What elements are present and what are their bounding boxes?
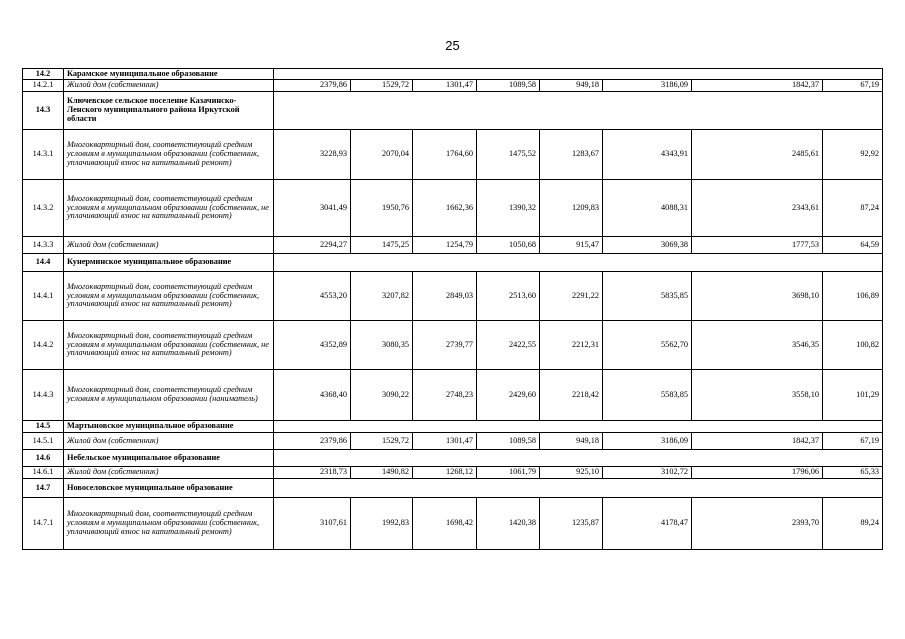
value-cell: 92,92 — [823, 130, 883, 180]
value-cell: 1301,47 — [413, 80, 477, 92]
row-code: 14.7 — [23, 479, 64, 498]
value-cell: 101,29 — [823, 370, 883, 421]
value-cell: 1089,58 — [477, 80, 540, 92]
value-cell: 915,47 — [540, 237, 603, 254]
value-cell: 3228,93 — [274, 130, 351, 180]
row-code: 14.3.2 — [23, 180, 64, 237]
value-cell: 3558,10 — [692, 370, 823, 421]
value-cell: 1283,67 — [540, 130, 603, 180]
value-cell: 100,82 — [823, 321, 883, 370]
row-code: 14.3.1 — [23, 130, 64, 180]
value-cell: 1475,52 — [477, 130, 540, 180]
value-cell: 1420,38 — [477, 498, 540, 550]
value-cell: 2379,86 — [274, 433, 351, 450]
value-cell: 2739,77 — [413, 321, 477, 370]
tariff-table — [22, 68, 883, 550]
section-row — [23, 254, 883, 272]
value-cell: 4178,47 — [603, 498, 692, 550]
value-cell: 1209,83 — [540, 180, 603, 237]
data-row — [23, 370, 883, 421]
value-cell: 1235,87 — [540, 498, 603, 550]
data-row — [23, 272, 883, 321]
value-cell: 1950,76 — [351, 180, 413, 237]
value-cell: 65,33 — [823, 467, 883, 479]
row-description: Многоквартирный дом, соответствующий средним условиям в муниципальном образовании (собственник, уплачивающий взнос на капитальный ремонт) — [64, 130, 274, 180]
value-cell: 2748,23 — [413, 370, 477, 421]
value-cell: 2393,70 — [692, 498, 823, 550]
row-code: 14.5 — [23, 421, 64, 433]
value-cell: 2291,22 — [540, 272, 603, 321]
value-cell: 67,19 — [823, 433, 883, 450]
value-cell: 949,18 — [540, 433, 603, 450]
section-title: Ключевское сельское поселение Казачинско-Ленского муниципального района Иркутской области — [64, 92, 274, 130]
data-row — [23, 321, 883, 370]
value-cell: 1490,82 — [351, 467, 413, 479]
value-cell: 4368,40 — [274, 370, 351, 421]
value-cell: 1842,37 — [692, 80, 823, 92]
value-cell: 1254,79 — [413, 237, 477, 254]
data-row — [23, 498, 883, 550]
value-cell: 1529,72 — [351, 433, 413, 450]
section-row — [23, 92, 883, 130]
value-cell: 2294,27 — [274, 237, 351, 254]
value-cell: 5835,85 — [603, 272, 692, 321]
data-row — [23, 467, 883, 479]
value-cell: 1475,25 — [351, 237, 413, 254]
value-cell: 3107,61 — [274, 498, 351, 550]
value-cell: 67,19 — [823, 80, 883, 92]
row-code: 14.6 — [23, 450, 64, 467]
value-cell: 87,24 — [823, 180, 883, 237]
row-code: 14.4.3 — [23, 370, 64, 421]
row-description: Многоквартирный дом, соответствующий средним условиям в муниципальном образовании (собственник, уплачивающий взнос на капитальный ремонт) — [64, 272, 274, 321]
value-cell: 2422,55 — [477, 321, 540, 370]
value-cell: 1061,79 — [477, 467, 540, 479]
value-cell: 3041,49 — [274, 180, 351, 237]
value-cell: 2343,61 — [692, 180, 823, 237]
row-code: 14.5.1 — [23, 433, 64, 450]
row-code: 14.4.1 — [23, 272, 64, 321]
value-cell: 106,89 — [823, 272, 883, 321]
row-description: Жилой дом (собственник) — [64, 467, 274, 479]
value-cell: 3546,35 — [692, 321, 823, 370]
section-empty-cells — [274, 479, 883, 498]
row-code: 14.4.2 — [23, 321, 64, 370]
page-number: 25 — [445, 38, 460, 53]
value-cell: 2429,60 — [477, 370, 540, 421]
value-cell: 3186,09 — [603, 433, 692, 450]
value-cell: 1796,06 — [692, 467, 823, 479]
value-cell: 4553,20 — [274, 272, 351, 321]
value-cell: 1698,42 — [413, 498, 477, 550]
section-title: Кунерминское муниципальное образование — [64, 254, 274, 272]
value-cell: 2379,86 — [274, 80, 351, 92]
value-cell: 4088,31 — [603, 180, 692, 237]
section-row — [23, 421, 883, 433]
row-description: Многоквартирный дом, соответствующий средним условиям в муниципальном образовании (собственник, не уплачивающий взнос на капитальный ремонт) — [64, 180, 274, 237]
row-code: 14.2.1 — [23, 80, 64, 92]
data-row — [23, 80, 883, 92]
value-cell: 1529,72 — [351, 80, 413, 92]
value-cell: 1390,32 — [477, 180, 540, 237]
value-cell: 5583,85 — [603, 370, 692, 421]
section-title: Небельское муниципальное образование — [64, 450, 274, 467]
value-cell: 3069,38 — [603, 237, 692, 254]
value-cell: 2318,73 — [274, 467, 351, 479]
section-empty-cells — [274, 92, 883, 130]
data-row — [23, 130, 883, 180]
value-cell: 3698,10 — [692, 272, 823, 321]
value-cell: 89,24 — [823, 498, 883, 550]
row-code: 14.3 — [23, 92, 64, 130]
section-title: Новоселовское муниципальное образование — [64, 479, 274, 498]
value-cell: 64,59 — [823, 237, 883, 254]
value-cell: 1777,53 — [692, 237, 823, 254]
value-cell: 1050,68 — [477, 237, 540, 254]
data-row — [23, 433, 883, 450]
value-cell: 925,10 — [540, 467, 603, 479]
row-code: 14.7.1 — [23, 498, 64, 550]
value-cell: 949,18 — [540, 80, 603, 92]
row-description: Жилой дом (собственник) — [64, 237, 274, 254]
section-title: Карамское муниципальное образование — [64, 69, 274, 80]
value-cell: 4352,89 — [274, 321, 351, 370]
value-cell: 4343,91 — [603, 130, 692, 180]
row-description: Многоквартирный дом, соответствующий средним условиям в муниципальном образовании (собственник, уплачивающий взнос на капитальный ремонт) — [64, 498, 274, 550]
value-cell: 1662,36 — [413, 180, 477, 237]
section-row — [23, 69, 883, 80]
value-cell: 2218,42 — [540, 370, 603, 421]
row-code: 14.6.1 — [23, 467, 64, 479]
section-empty-cells — [274, 69, 883, 80]
value-cell: 1268,12 — [413, 467, 477, 479]
value-cell: 1842,37 — [692, 433, 823, 450]
row-description: Многоквартирный дом, соответствующий средним условиям в муниципальном образовании (наниматель) — [64, 370, 274, 421]
section-empty-cells — [274, 254, 883, 272]
value-cell: 5562,70 — [603, 321, 692, 370]
section-empty-cells — [274, 450, 883, 467]
row-description: Жилой дом (собственник) — [64, 433, 274, 450]
section-empty-cells — [274, 421, 883, 433]
value-cell: 2849,03 — [413, 272, 477, 321]
value-cell: 3186,09 — [603, 80, 692, 92]
row-code: 14.2 — [23, 69, 64, 80]
row-code: 14.3.3 — [23, 237, 64, 254]
value-cell: 2513,60 — [477, 272, 540, 321]
data-row — [23, 237, 883, 254]
row-description: Жилой дом (собственник) — [64, 80, 274, 92]
value-cell: 3080,35 — [351, 321, 413, 370]
value-cell: 3090,22 — [351, 370, 413, 421]
section-row — [23, 450, 883, 467]
section-title: Мартыновское муниципальное образование — [64, 421, 274, 433]
value-cell: 2485,61 — [692, 130, 823, 180]
section-row — [23, 479, 883, 498]
data-row — [23, 180, 883, 237]
value-cell: 1992,83 — [351, 498, 413, 550]
row-description: Многоквартирный дом, соответствующий средним условиям в муниципальном образовании (собственник, не уплачивающий взнос на капитальный ремонт) — [64, 321, 274, 370]
value-cell: 3207,82 — [351, 272, 413, 321]
value-cell: 1089,58 — [477, 433, 540, 450]
value-cell: 1301,47 — [413, 433, 477, 450]
value-cell: 3102,72 — [603, 467, 692, 479]
value-cell: 2212,31 — [540, 321, 603, 370]
row-code: 14.4 — [23, 254, 64, 272]
value-cell: 1764,60 — [413, 130, 477, 180]
value-cell: 2070,04 — [351, 130, 413, 180]
